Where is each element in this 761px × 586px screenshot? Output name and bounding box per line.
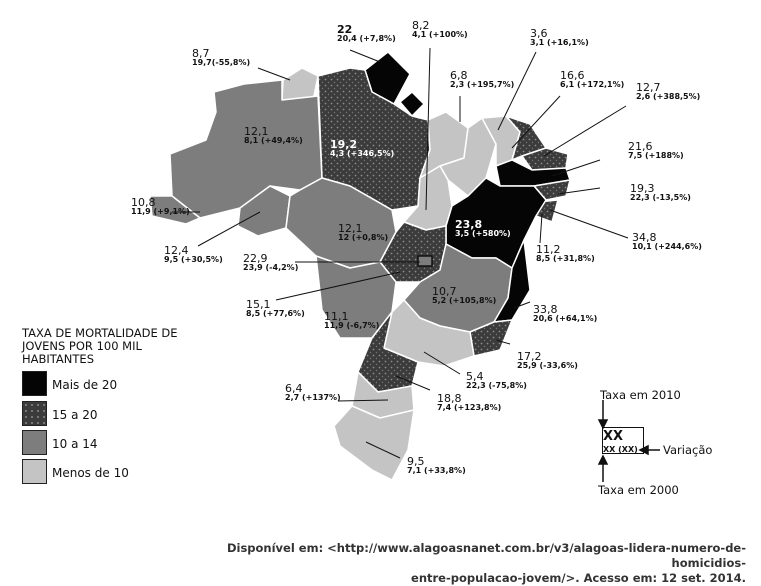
label-ms <box>324 311 379 330</box>
rate-2000-variation: 10,1 (+244,6%) <box>632 242 702 251</box>
rate-2010: 11,1 <box>324 310 349 323</box>
rate-2010: 16,6 <box>560 69 585 82</box>
label-rondonia <box>164 245 223 264</box>
state-df <box>418 256 432 266</box>
legend-label: Menos de 10 <box>52 466 129 480</box>
rate-2010: 12,7 <box>636 81 661 94</box>
rate-2010: 12,1 <box>338 222 363 235</box>
key-rate-2000-label: Taxa em 2000 <box>598 483 679 497</box>
legend-label: Mais de 20 <box>52 378 118 392</box>
key-rate-2010-label: Taxa em 2010 <box>600 388 681 402</box>
legend-swatch <box>22 401 47 426</box>
rate-2000-variation: 23,9 (-4,2%) <box>243 263 299 272</box>
rate-2010: 23,8 <box>455 218 483 231</box>
rate-2000-variation: 20,4 (+7,8%) <box>337 34 396 43</box>
rate-2010: 8,7 <box>192 47 210 60</box>
rate-2010: 12,1 <box>244 125 269 138</box>
legend-swatch <box>22 459 47 484</box>
label-amazonas <box>244 126 303 145</box>
rate-2000-variation: 12 (+0,8%) <box>338 233 389 242</box>
rate-2000-variation: 7,4 (+123,8%) <box>437 403 502 412</box>
rate-2000-variation: 8,5 (+31,8%) <box>536 254 595 263</box>
rate-2000-variation: 8,1 (+49,4%) <box>244 136 303 145</box>
label-ceara <box>530 28 589 47</box>
rate-2000-variation: 11,9 (-6,7%) <box>324 321 380 330</box>
rate-2010: 15,1 <box>246 298 271 311</box>
rate-2000-variation: 4,3 (+346,5%) <box>330 149 395 158</box>
rate-2000-variation: 4,1 (+100%) <box>412 30 468 39</box>
rate-2010: 33,8 <box>533 303 558 316</box>
rate-2010: 18,8 <box>437 392 462 405</box>
legend-item-10-a-14 <box>22 430 162 460</box>
rate-2000-variation: 25,9 (-33,6%) <box>517 361 578 370</box>
legend-swatch <box>22 430 47 455</box>
key-placeholder-detail: XX (XX) <box>603 445 638 454</box>
key-variation-label: Variação <box>663 443 713 457</box>
source-citation <box>162 541 746 586</box>
rate-2000-variation: 11,9 (+9,1%) <box>131 207 190 216</box>
rate-2010: 8,2 <box>412 19 430 32</box>
source-line-1: Disponível em: <http://www.alagoasnanet.com.br/v3/alagoas-lidera-numero-de-homicidios- <box>226 541 746 570</box>
rate-2010: 10,8 <box>131 196 156 209</box>
label-piaui <box>450 70 514 89</box>
label-es <box>533 304 597 323</box>
rate-2010: 3,6 <box>530 27 548 40</box>
rate-2010: 6,4 <box>285 382 303 395</box>
rate-2010: 22 <box>337 23 353 36</box>
state-rs <box>334 406 414 480</box>
rate-2000-variation: 2,7 (+137%) <box>285 393 341 402</box>
rate-2000-variation: 8,5 (+77,6%) <box>246 309 305 318</box>
rate-2000-variation: 7,5 (+188%) <box>628 151 684 160</box>
rate-2000-variation: 9,5 (+30,5%) <box>164 255 223 264</box>
label-alagoas <box>630 183 691 202</box>
label-mato-grosso <box>338 223 388 242</box>
rate-2000-variation: 3,1 (+16,1%) <box>530 38 589 47</box>
rate-2010: 19,3 <box>630 182 655 195</box>
label-para <box>330 139 394 158</box>
rate-2000-variation: 20,6 (+64,1%) <box>533 314 598 323</box>
rate-2000-variation: 2,3 (+195,7%) <box>450 80 515 89</box>
legend-title: TAXA DE MORTALIDADE DE JOVENS POR 100 MIL HABITANTES <box>22 326 178 366</box>
rate-2010: 34,8 <box>632 231 657 244</box>
rate-2000-variation: 3,5 (+580%) <box>455 229 511 238</box>
legend-item-menos-de-10 <box>22 459 162 489</box>
label-goias <box>246 299 305 318</box>
legend-label: 10 a 14 <box>52 437 98 451</box>
rate-2010: 6,8 <box>450 69 468 82</box>
label-rs <box>407 456 466 475</box>
label-maranhao-north <box>412 20 468 39</box>
rate-2000-variation: 6,1 (+172,1%) <box>560 80 625 89</box>
rate-2010: 11,2 <box>536 243 561 256</box>
rate-2010: 21,6 <box>628 140 653 153</box>
label-sergipe <box>632 232 702 251</box>
label-acre <box>131 197 190 216</box>
rate-2010: 19,2 <box>330 138 358 151</box>
label-parana <box>437 393 501 412</box>
legend-label: 15 a 20 <box>52 408 98 422</box>
label-df <box>243 253 298 272</box>
rate-2000-variation: 2,6 (+388,5%) <box>636 92 701 101</box>
rate-2010: 9,5 <box>407 455 425 468</box>
rate-2000-variation: 5,2 (+105,8%) <box>432 296 497 305</box>
rate-2010: 10,7 <box>432 285 457 298</box>
label-mg <box>432 286 496 305</box>
legend-item-mais-de-20 <box>22 371 162 401</box>
label-sp <box>466 371 527 390</box>
legend-item-15-a-20 <box>22 401 162 431</box>
rate-2000-variation: 7,1 (+33,8%) <box>407 466 466 475</box>
label-roraima <box>192 48 250 67</box>
label-rj <box>517 351 578 370</box>
label-bahia <box>455 219 511 238</box>
rate-2010: 17,2 <box>517 350 542 363</box>
source-line-2: entre-populacao-jovem/>. Acesso em: 12 set. 2014. <box>411 571 746 585</box>
rate-2000-variation: 22,3 (-75,8%) <box>466 381 527 390</box>
label-tocantins <box>536 244 595 263</box>
legend-swatch <box>22 371 47 396</box>
rate-2010: 22,9 <box>243 252 268 265</box>
label-paraiba <box>636 82 700 101</box>
label-pernambuco <box>628 141 684 160</box>
key-placeholder-main: XX <box>603 429 624 444</box>
rate-2000-variation: 22,3 (-13,5%) <box>630 193 691 202</box>
label-sc <box>285 383 341 402</box>
label-amapa <box>337 24 396 43</box>
rate-2010: 5,4 <box>466 370 484 383</box>
rate-2000-variation: 19,7(-55,8%) <box>192 58 251 67</box>
rate-2010: 12,4 <box>164 244 189 257</box>
label-rn <box>560 70 624 89</box>
